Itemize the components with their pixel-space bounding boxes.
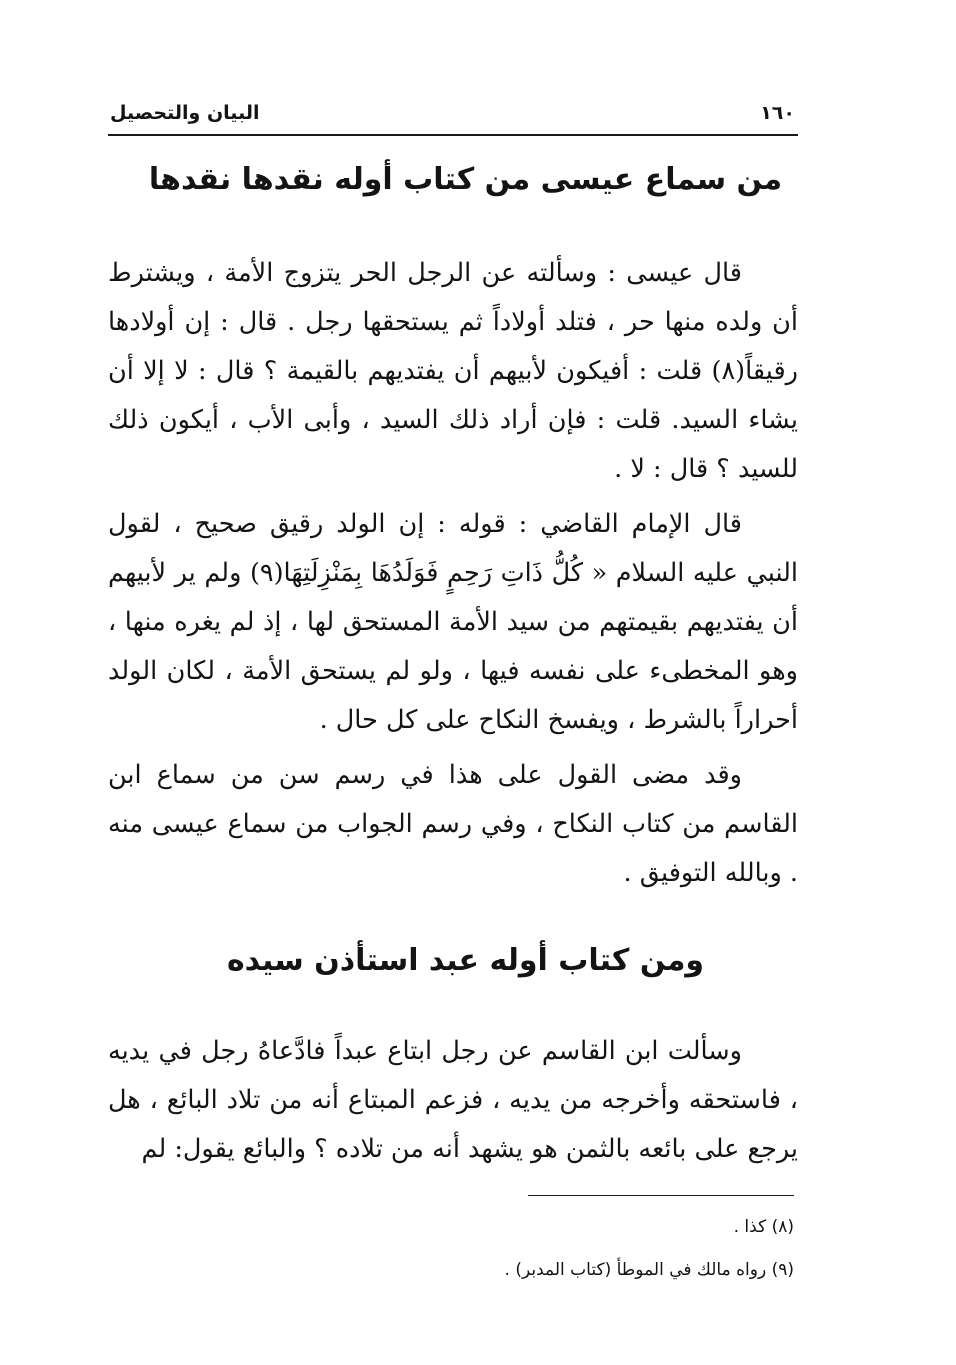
section-heading-slave: ومن كتاب أوله عبد استأذن سيده: [226, 943, 705, 978]
paragraph-isa-question: قال عيسى : وسألته عن الرجل الحر يتزوج الأمة ، ويشترط أن ولده منها حر ، فتلد أولاداً ثم يستحقها رجل . قال : إن أولادها رقيقاً(٨) قلت : أفيكون لأبيهم أن يفتديهم بالقيمة ؟ قال : لا إلا أن يشاء السيد. قلت : فإن أراد ذلك السيد ، وأبى الأب ، أيكون ذلك للسيد ؟ قال : لا .: [108, 258, 798, 484]
footnote-9: (٩) رواه مالك في الموطأ (كتاب المدبر) .: [504, 1260, 794, 1280]
paragraph-cross-reference: وقد مضى القول على هذا في رسم سن من سماع ابن القاسم من كتاب النكاح ، وفي رسم الجواب من سماع عيسى منه . وبالله التوفيق .: [108, 760, 798, 888]
paragraph-ibn-qasim-question: وسألت ابن القاسم عن رجل ابتاع عبداً فادَّعاهُ رجل في يديه ، فاستحقه وأخرجه من يديه ، فزعم المبتاع أنه من تلاد البائع ، هل يرجع على بائعه بالثمن هو يشهد أنه من تلاده ؟ والبائع يقول: لم: [108, 1036, 798, 1164]
section-heading-isa: من سماع عيسى من كتاب أوله نقدها نقدها: [148, 162, 783, 197]
footnote-8: (٨) كذا .: [733, 1217, 794, 1237]
footnote-rule: [528, 1195, 794, 1196]
book-title: البيان والتحصيل: [110, 102, 260, 124]
paragraph-qadi-commentary: قال الإمام القاضي : قوله : إن الولد رقيق صحيح ، لقول النبي عليه السلام « كُلُّ ذَاتِ رَحِمٍ فَوَلَدُهَا بِمَنْزِلَتِهَا(٩) ولم ير لأبيهم أن يفتديهم بقيمتهم من سيد الأمة المستحق لها ، إذ لم يغره منها ، وهو المخطىء على نفسه فيها ، ولو لم يستحق الأمة ، لكان الولد أحراراً بالشرط ، ويفسخ النكاح على كل حال .: [108, 509, 798, 735]
header-rule: [108, 134, 798, 136]
page-number: ١٦٠: [760, 102, 795, 124]
running-header: [110, 100, 795, 132]
